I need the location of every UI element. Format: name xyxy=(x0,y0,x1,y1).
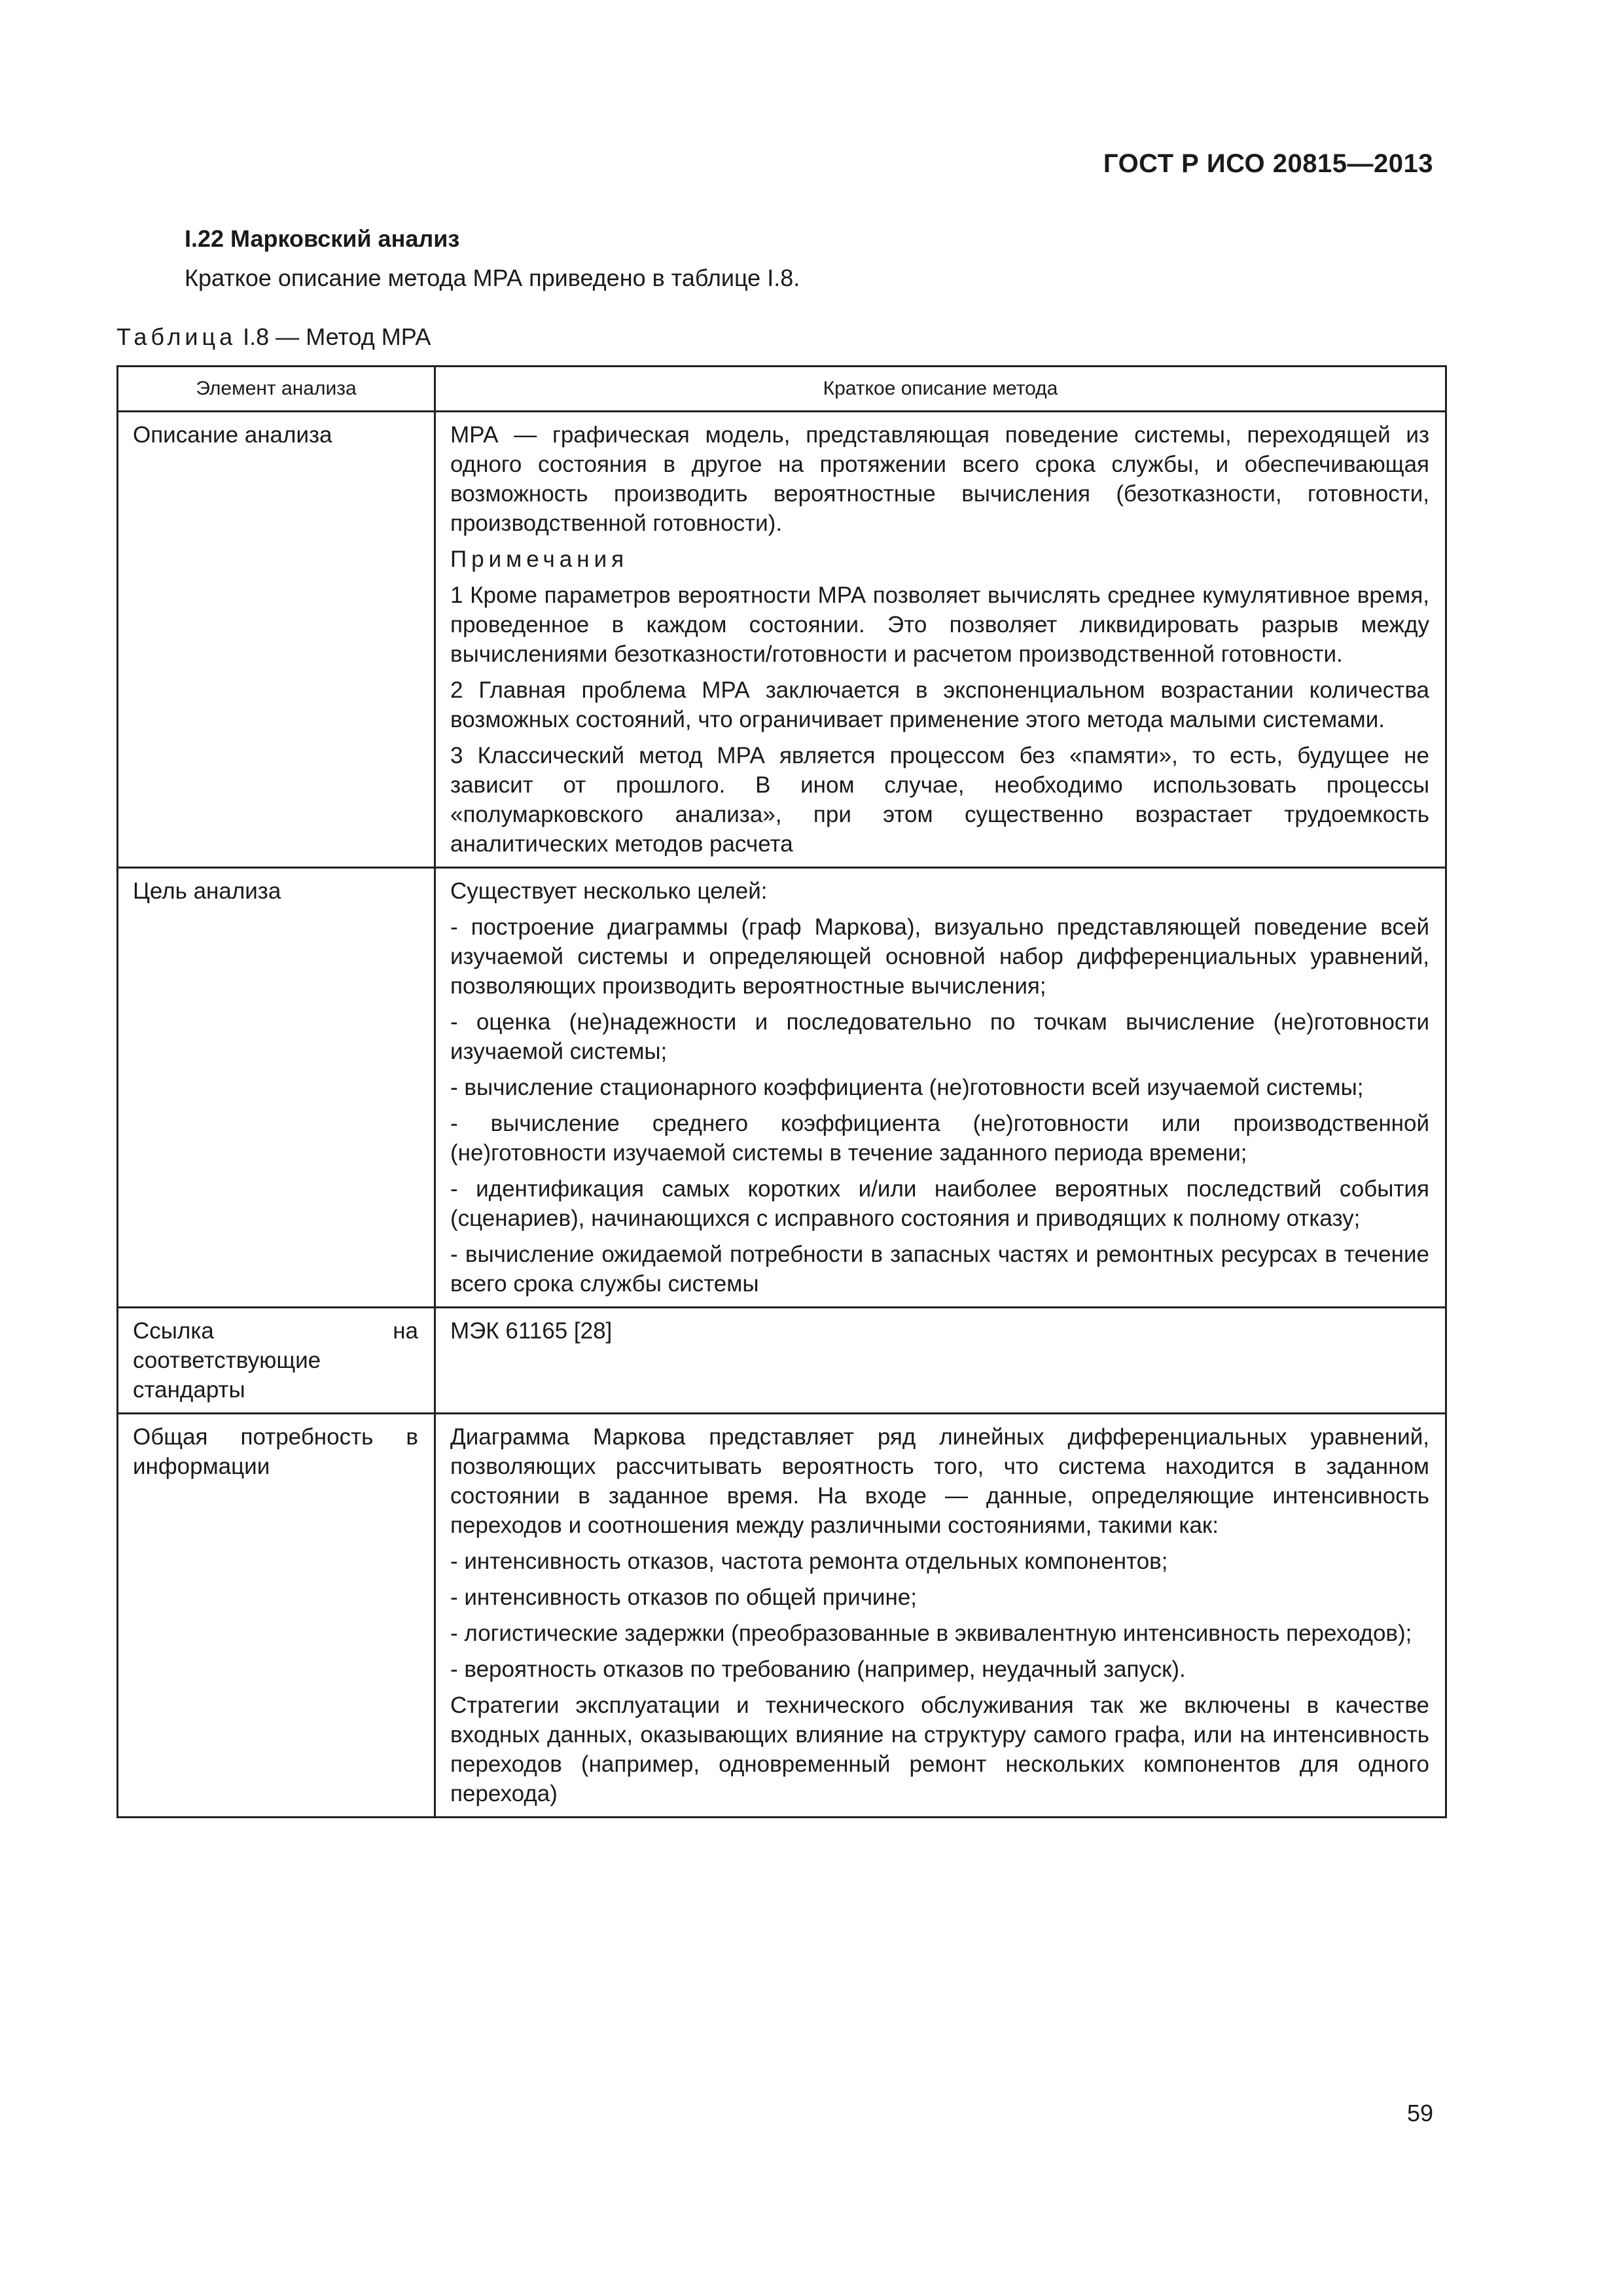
description-paragraph: МРА — графическая модель, представляющая поведение системы, переходящей из одного состояния в другое на протяжении всего срока службы, и обеспечивающая возможность производить вероятностные вычисления (безотказности, готовности, производственной готовности). xyxy=(450,422,1429,536)
note-item: 2 Главная проблема МРА заключается в экспоненциальном возрастании количества возможных состояний, что ограничивает применение этого метода малыми системами. xyxy=(450,677,1429,732)
row-element-cell: Ссылка на соответствующие стандарты xyxy=(118,1308,435,1414)
description-paragraph: Существует несколько целей: xyxy=(450,878,768,904)
table-caption xyxy=(116,323,431,351)
list-item: - интенсивность отказов по общей причине; xyxy=(450,1585,918,1610)
row-description-cell xyxy=(435,412,1446,868)
list-item: - оценка (не)надежности и последовательно по точкам вычисление (не)готовности изучаемой системы; xyxy=(450,1009,1429,1064)
method-table xyxy=(116,365,1447,1818)
description-paragraph: МЭК 61165 [28] xyxy=(450,1318,613,1344)
table-row xyxy=(118,1414,1446,1818)
row-element-cell: Описание анализа xyxy=(118,412,435,868)
section-intro: Краткое описание метода МРА приведено в таблице I.8. xyxy=(185,264,800,291)
list-item: - идентификация самых коротких и/или наиболее вероятных последствий события (сценариев), начинающихся с исправного состояния и приводящих к полному отказу; xyxy=(450,1176,1429,1231)
page-number: 59 xyxy=(1406,2100,1433,2126)
note-item: 3 Классический метод МРА является процессом без «памяти», то есть, будущее не зависит от прошлого. В ином случае, необходимо использовать процессы «полумарковского анализа», при этом существенно возрастает трудоемкость аналитических методов расчета xyxy=(450,743,1429,857)
description-paragraph: Диаграмма Маркова представляет ряд линейных дифференциальных уравнений, позволяющих рассчитывать вероятность того, что система находится в заданном состоянии в заданное время. На входе — данные, определяющие интенсивность переходов и соотношения между различными состояниями, такими как: xyxy=(450,1424,1429,1538)
list-item: - вычисление стационарного коэффициента (не)готовности всей изучаемой системы; xyxy=(450,1075,1364,1100)
row-description-cell xyxy=(435,1414,1446,1818)
list-item: - построение диаграммы (граф Маркова), визуально представляющей поведение всей изучаемой системы и определяющей основной набор дифференциальных уравнений, позволяющих производить вероятностные вычисления; xyxy=(450,914,1429,999)
column-header-element: Элемент анализа xyxy=(118,367,435,412)
row-description-cell xyxy=(435,868,1446,1308)
list-item: - логистические задержки (преобразованные в эквивалентную интенсивность переходов); xyxy=(450,1621,1412,1646)
note-item: 1 Кроме параметров вероятности МРА позволяет вычислять среднее кумулятивное время, проведенное в каждом состоянии. Это позволяет ликвидировать разрыв между вычислениями безотказности/готовности и расчетом производственной готовности. xyxy=(450,583,1429,667)
table-caption-text: I.8 — Метод МРА xyxy=(236,323,431,350)
notes-heading: Примечания xyxy=(450,547,629,572)
document-id: ГОСТ Р ИСО 20815—2013 xyxy=(1103,149,1433,178)
column-header-description: Краткое описание метода xyxy=(435,367,1446,412)
section-title: I.22 Марковский анализ xyxy=(185,225,460,252)
table-row xyxy=(118,1308,1446,1414)
description-paragraph: Стратегии эксплуатации и технического обслуживания так же включены в качестве входных данных, оказывающих влияние на структуру самого графа, или на интенсивность переходов (например, одновременный ремонт нескольких компонентов для одного перехода) xyxy=(450,1693,1429,1806)
table-header-row xyxy=(118,367,1446,412)
list-item: - вероятность отказов по требованию (например, неудачный запуск). xyxy=(450,1657,1186,1682)
list-item: - интенсивность отказов, частота ремонта отдельных компонентов; xyxy=(450,1549,1168,1574)
row-description-cell xyxy=(435,1308,1446,1414)
list-item: - вычисление среднего коэффициента (не)готовности или производственной (не)готовности изучаемой системы в течение заданного периода времени; xyxy=(450,1111,1429,1166)
table-row xyxy=(118,412,1446,868)
list-item: - вычисление ожидаемой потребности в запасных частях и ремонтных ресурсах в течение всего срока службы системы xyxy=(450,1242,1429,1297)
row-element-cell: Общая потребность в информации xyxy=(118,1414,435,1818)
row-element-cell: Цель анализа xyxy=(118,868,435,1308)
table-caption-label: Таблица xyxy=(116,323,237,350)
table-row xyxy=(118,868,1446,1308)
method-table-container xyxy=(116,365,1445,1818)
